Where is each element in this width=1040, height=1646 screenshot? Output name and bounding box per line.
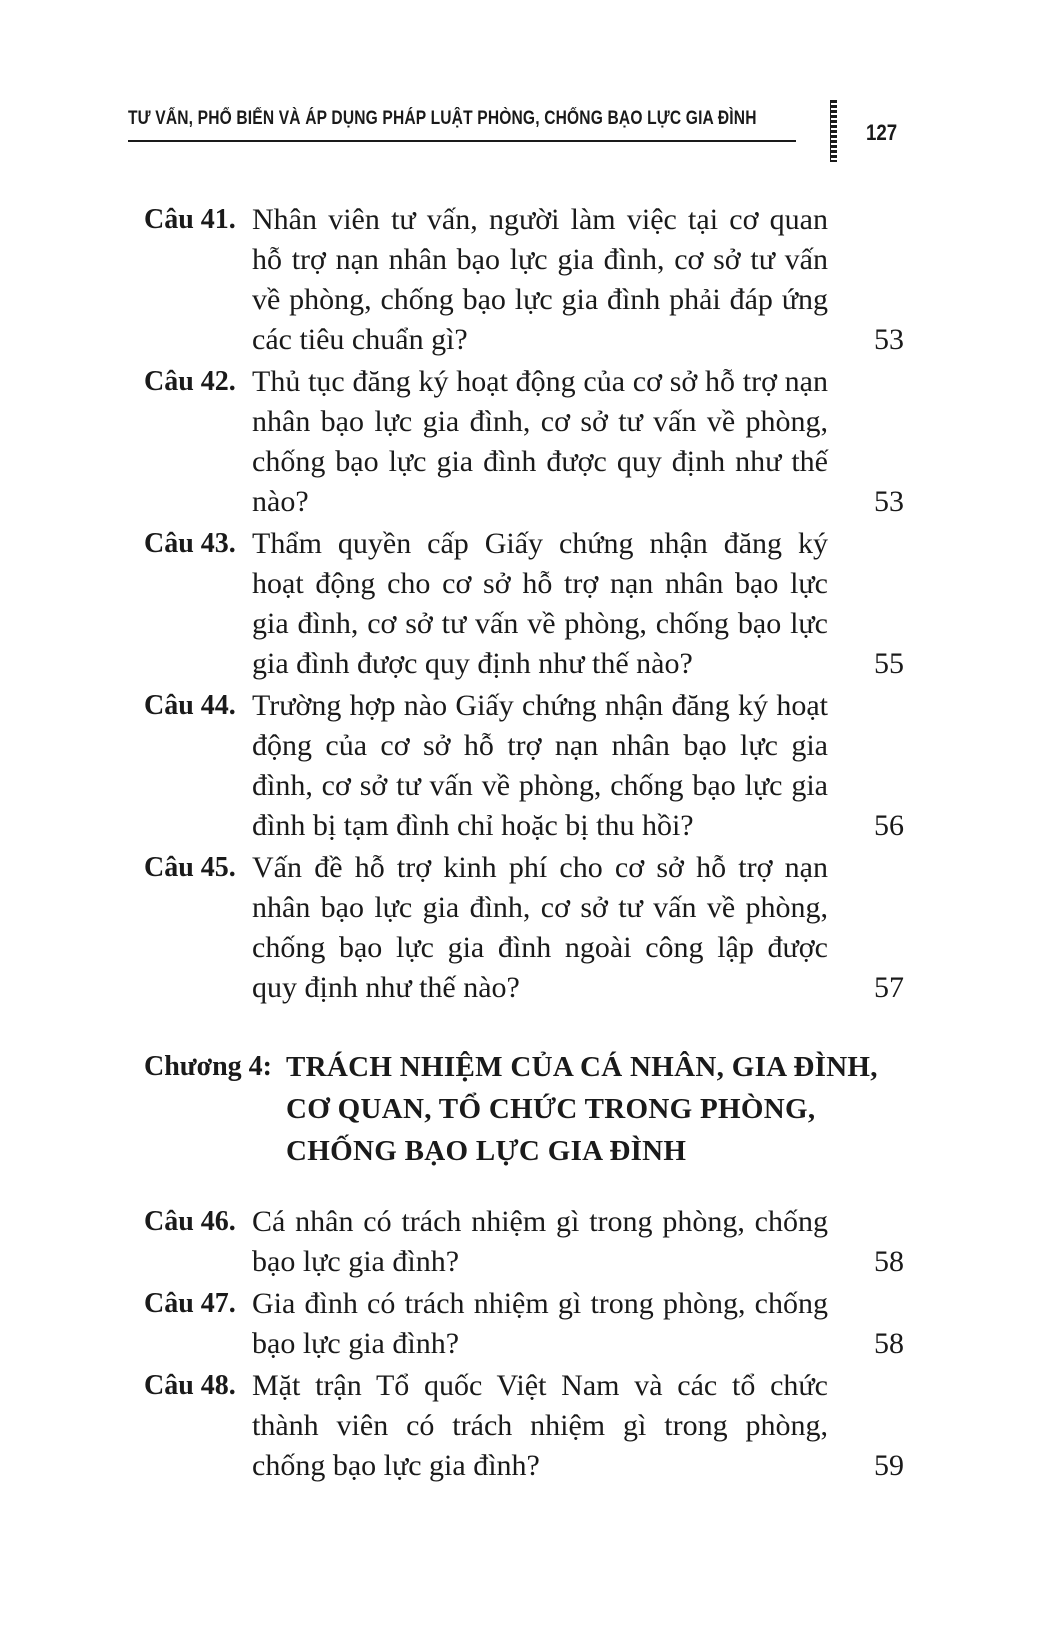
toc-entry (144, 686, 904, 846)
entry-label: Câu 43. (144, 528, 236, 559)
entry-label: Câu 41. (144, 204, 236, 235)
entry-label: Câu 48. (144, 1370, 236, 1401)
entry-page: 53 (874, 323, 904, 356)
entry-text: Cá nhân có trách nhiệm gì trong phòng, chống bạo lực gia đình? (252, 1205, 828, 1278)
chapter-label: Chương 4: (144, 1051, 272, 1082)
toc-entry (144, 524, 904, 684)
toc-entry (144, 200, 904, 360)
toc-entry (144, 1366, 904, 1486)
toc-entry (144, 848, 904, 1008)
running-header-title: TƯ VẤN, PHỔ BIẾN VÀ ÁP DỤNG PHÁP LUẬT PHÒNG, CHỐNG BẠO LỰC GIA ĐÌNH (128, 108, 757, 129)
entry-page: 57 (874, 971, 904, 1004)
toc-entry (144, 1284, 904, 1364)
toc-entry (144, 1202, 904, 1282)
entry-page: 58 (874, 1245, 904, 1278)
entry-label: Câu 47. (144, 1288, 236, 1319)
header-divider (830, 100, 837, 162)
entry-page: 53 (874, 485, 904, 518)
entry-page: 58 (874, 1327, 904, 1360)
entry-page: 59 (874, 1449, 904, 1482)
entry-page: 55 (874, 647, 904, 680)
entry-text: Thẩm quyền cấp Giấy chứng nhận đăng ký hoạt động cho cơ sở hỗ trợ nạn nhân bạo lực gia đình, cơ sở tư vấn về phòng, chống bạo lực gia đình được quy định như thế nào? (252, 527, 828, 680)
entry-label: Câu 46. (144, 1206, 236, 1237)
toc-entries-chapter-4 (144, 1202, 904, 1486)
page-number: 127 (866, 120, 898, 145)
entry-text: Gia đình có trách nhiệm gì trong phòng, chống bạo lực gia đình? (252, 1287, 828, 1360)
toc-entries-chapter-3 (144, 200, 904, 1008)
entry-text: Thủ tục đăng ký hoạt động của cơ sở hỗ trợ nạn nhân bạo lực gia đình, cơ sở tư vấn về phòng, chống bạo lực gia đình được quy định như thế nào? (252, 365, 828, 518)
entry-text: Trường hợp nào Giấy chứng nhận đăng ký hoạt động của cơ sở hỗ trợ nạn nhân bạo lực gia đình, cơ sở tư vấn về phòng, chống bạo lực gia đình bị tạm đình chỉ hoặc bị thu hồi? (252, 689, 828, 842)
entry-label: Câu 44. (144, 690, 236, 721)
entry-page: 56 (874, 809, 904, 842)
entry-label: Câu 42. (144, 366, 236, 397)
entry-text: Mặt trận Tổ quốc Việt Nam và các tổ chức thành viên có trách nhiệm gì trong phòng, chống bạo lực gia đình? (252, 1369, 828, 1482)
chapter-heading (144, 1046, 904, 1172)
entry-text: Vấn đề hỗ trợ kinh phí cho cơ sở hỗ trợ nạn nhân bạo lực gia đình, cơ sở tư vấn về phòng, chống bạo lực gia đình ngoài công lập được quy định như thế nào? (252, 851, 828, 1004)
header-rule (128, 140, 796, 142)
entry-text: Nhân viên tư vấn, người làm việc tại cơ quan hỗ trợ nạn nhân bạo lực gia đình, cơ sở tư vấn về phòng, chống bạo lực gia đình phải đáp ứng các tiêu chuẩn gì? (252, 203, 828, 356)
chapter-title: TRÁCH NHIỆM CỦA CÁ NHÂN, GIA ĐÌNH, CƠ QUAN, TỔ CHỨC TRONG PHÒNG, CHỐNG BẠO LỰC GIA ĐÌNH (286, 1051, 878, 1167)
toc-entry (144, 362, 904, 522)
entry-label: Câu 45. (144, 852, 236, 883)
table-of-contents (144, 200, 904, 1488)
